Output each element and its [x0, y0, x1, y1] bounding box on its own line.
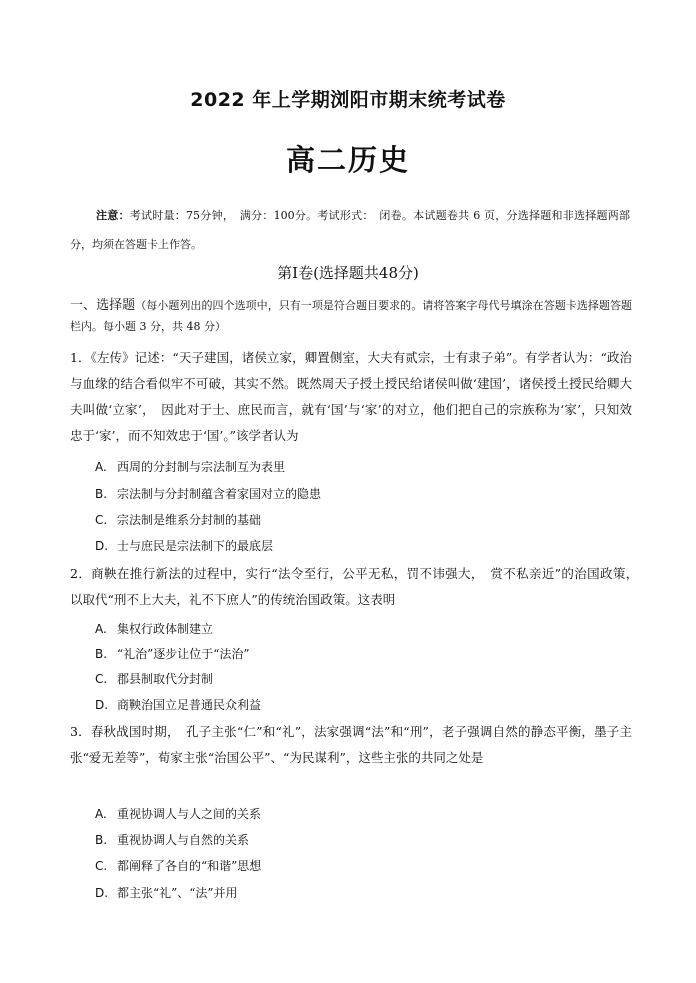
- exam-title: 2022 年上学期浏阳市期末统考试卷: [190, 89, 506, 111]
- option-text: 重视协调人与人之间的关系: [117, 807, 262, 821]
- option-text: 重视协调人与自然的关系: [117, 833, 250, 847]
- question-2-option-d: [95, 696, 615, 714]
- option-letter: D.: [95, 886, 109, 900]
- option-letter: C.: [95, 672, 108, 686]
- option-letter: C.: [95, 513, 108, 527]
- section-instructions: （每小题列出的四个选项中，只有一项是符合题目要求的。请将答案字母代号填涂在答题卡选择题答题栏内。每小题 3 分，共 48 分）: [70, 299, 632, 333]
- option-text: 都主张“礼”、“法”并用: [117, 886, 238, 900]
- option-text: 郡县制取代分封制: [117, 672, 214, 686]
- question-3-option-a: [95, 805, 615, 823]
- option-text: 西周的分封制与宗法制互为表里: [117, 460, 286, 474]
- option-text: “礼治”逐步让位于“法治”: [117, 647, 250, 661]
- question-3-option-c: [95, 857, 615, 875]
- question-1-option-b: [95, 485, 615, 503]
- notice-label: 注意：: [96, 209, 130, 222]
- option-letter: A.: [95, 807, 107, 821]
- question-2-option-b: [95, 645, 615, 663]
- option-text: 宗法制与分封制蕴含着家国对立的隐患: [117, 487, 322, 501]
- volume-heading: 第I卷(选择题共48分): [277, 264, 419, 282]
- question-2-option-a: [95, 620, 615, 638]
- section-name: 一、选择题: [70, 298, 136, 313]
- notice-text: 考试时量：75分钟， 满分：100分。考试形式： 闭卷。本试题卷共 6 页，分选择题和非选择题两部分，均须在答题卡上作答。: [70, 209, 631, 251]
- option-text: 宗法制是维系分封制的基础: [117, 513, 262, 527]
- question-1-option-d: [95, 537, 615, 555]
- question-2-option-c: [95, 670, 615, 688]
- option-letter: D.: [95, 698, 109, 712]
- exam-notice: [70, 201, 630, 259]
- question-1-stem: 1．《左传》记述：“天子建国，诸侯立家，卿置侧室，大夫有贰宗，士有隶子弟”。有学者认为：“政治与血缘的结合看似牢不可破，其实不然。既然周天子授土授民给诸侯叫做‘建国’，诸侯授土授民给卿大夫叫做‘立家’， 因此对于士、庶民而言，就有‘国’与‘家’的对立，他们把自己的宗族称为‘家’，只知效忠于‘家’，而不知效忠于‘国’。”该学者认为: [70, 350, 632, 443]
- option-text: 商鞅治国立足普通民众利益: [117, 698, 262, 712]
- option-letter: B.: [95, 647, 108, 661]
- section-header: [70, 295, 632, 337]
- option-text: 士与庶民是宗法制下的最底层: [117, 539, 274, 553]
- question-1-option-c: [95, 511, 615, 529]
- option-text: 都阐释了各自的“和谐”思想: [117, 859, 262, 873]
- option-letter: A.: [95, 622, 107, 636]
- question-3-option-b: [95, 831, 615, 849]
- subject-title: 高二历史: [285, 143, 410, 177]
- option-text: 集权行政体制建立: [117, 622, 214, 636]
- option-letter: D.: [95, 539, 109, 553]
- option-letter: C.: [95, 859, 108, 873]
- option-letter: B.: [95, 487, 108, 501]
- question-1-option-a: [95, 458, 615, 476]
- option-letter: B.: [95, 833, 108, 847]
- question-3-option-d: [95, 884, 615, 902]
- question-3-stem: 3．春秋战国时期， 孔子主张“仁”和“礼”，法家强调“法”和“刑”，老子强调自然的静态平衡，墨子主张“爱无差等”，荀家主张“治国公平”、“为民谋利”，这些主张的共同之处是: [70, 724, 632, 765]
- option-letter: A.: [95, 460, 107, 474]
- question-2-stem: 2．商鞅在推行新法的过程中，实行“法令至行，公平无私，罚不讳强大， 赏不私亲近”的治国政策， 以取代“刑不上大夫，礼不下庶人”的传统治国政策。这表明: [70, 566, 645, 607]
